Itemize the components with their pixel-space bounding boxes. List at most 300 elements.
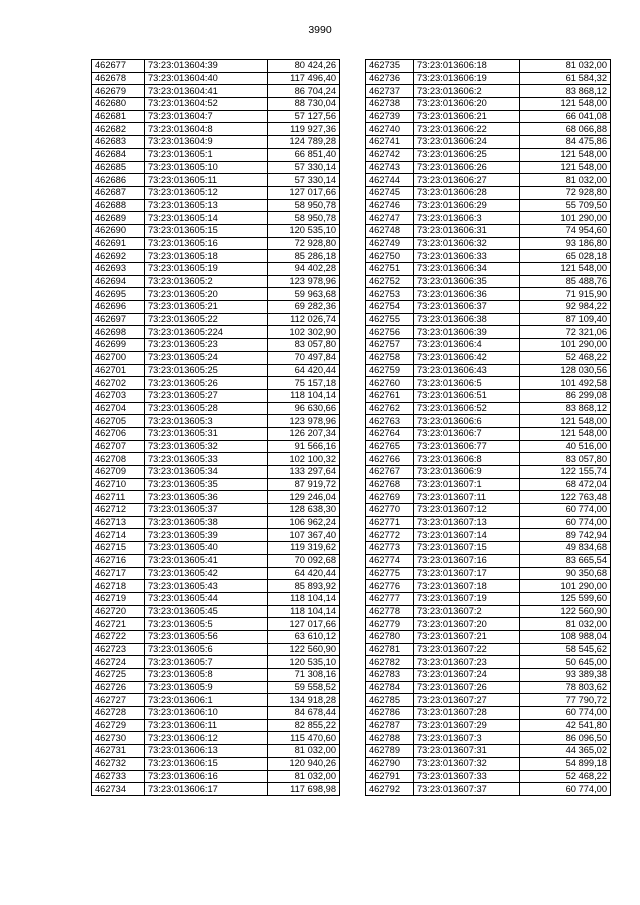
row-id-cell: 462714	[92, 529, 145, 542]
row-id-cell: 462747	[366, 212, 414, 225]
table-row	[92, 681, 340, 694]
table-row	[92, 339, 340, 352]
value-cell: 57 330,14	[268, 161, 340, 174]
value-cell: 83 868,12	[520, 85, 611, 98]
table-row	[366, 263, 611, 276]
value-cell: 81 032,00	[520, 174, 611, 187]
table-row	[92, 732, 340, 745]
table-row	[366, 161, 611, 174]
table-row	[92, 466, 340, 479]
row-id-cell: 462696	[92, 301, 145, 314]
value-cell: 96 630,66	[268, 402, 340, 415]
cadastral-number-cell: 73:23:013605:40	[145, 542, 268, 555]
value-cell: 58 950,78	[268, 212, 340, 225]
cadastral-number-cell: 73:23:013606:9	[414, 466, 520, 479]
cadastral-number-cell: 73:23:013607:20	[414, 618, 520, 631]
cadastral-number-cell: 73:23:013605:13	[145, 199, 268, 212]
row-id-cell: 462777	[366, 592, 414, 605]
cadastral-number-cell: 73:23:013606:18	[414, 60, 520, 73]
table-row	[92, 199, 340, 212]
value-cell: 72 928,80	[520, 186, 611, 199]
cadastral-number-cell: 73:23:013605:44	[145, 592, 268, 605]
cadastral-number-cell: 73:23:013605:43	[145, 580, 268, 593]
table-row	[92, 630, 340, 643]
value-cell: 121 548,00	[520, 415, 611, 428]
row-id-cell: 462699	[92, 339, 145, 352]
cadastral-number-cell: 73:23:013605:56	[145, 630, 268, 643]
table-row	[92, 212, 340, 225]
table-row	[92, 618, 340, 631]
table-row	[92, 491, 340, 504]
row-id-cell: 462776	[366, 580, 414, 593]
table-row	[92, 263, 340, 276]
value-cell: 52 468,22	[520, 351, 611, 364]
value-cell: 108 988,04	[520, 630, 611, 643]
value-cell: 80 424,26	[268, 60, 340, 73]
row-id-cell: 462775	[366, 567, 414, 580]
table-row	[366, 745, 611, 758]
row-id-cell: 462713	[92, 516, 145, 529]
table-row	[366, 681, 611, 694]
cadastral-number-cell: 73:23:013605:26	[145, 377, 268, 390]
row-id-cell: 462737	[366, 85, 414, 98]
row-id-cell: 462727	[92, 694, 145, 707]
cadastral-number-cell: 73:23:013605:9	[145, 681, 268, 694]
cadastral-number-cell: 73:23:013605:24	[145, 351, 268, 364]
value-cell: 101 290,00	[520, 580, 611, 593]
value-cell: 52 468,22	[520, 770, 611, 783]
cadastral-number-cell: 73:23:013605:16	[145, 237, 268, 250]
row-id-cell: 462719	[92, 592, 145, 605]
row-id-cell: 462763	[366, 415, 414, 428]
row-id-cell: 462783	[366, 669, 414, 682]
table-row	[366, 237, 611, 250]
value-cell: 83 057,80	[268, 339, 340, 352]
cadastral-number-cell: 73:23:013607:24	[414, 669, 520, 682]
value-cell: 68 472,04	[520, 478, 611, 491]
cadastral-number-cell: 73:23:013604:41	[145, 85, 268, 98]
value-cell: 61 584,32	[520, 72, 611, 85]
cadastral-number-cell: 73:23:013606:17	[145, 783, 268, 796]
cadastral-number-cell: 73:23:013605:28	[145, 402, 268, 415]
value-cell: 83 868,12	[520, 402, 611, 415]
value-cell: 42 541,80	[520, 719, 611, 732]
table-row	[366, 85, 611, 98]
value-cell: 87 109,40	[520, 313, 611, 326]
cadastral-number-cell: 73:23:013605:12	[145, 186, 268, 199]
cadastral-number-cell: 73:23:013605:23	[145, 339, 268, 352]
cadastral-number-cell: 73:23:013605:25	[145, 364, 268, 377]
value-cell: 123 978,96	[268, 275, 340, 288]
table-row	[92, 427, 340, 440]
value-cell: 57 330,14	[268, 174, 340, 187]
row-id-cell: 462784	[366, 681, 414, 694]
row-id-cell: 462756	[366, 326, 414, 339]
cadastral-number-cell: 73:23:013607:1	[414, 478, 520, 491]
cadastral-number-cell: 73:23:013607:18	[414, 580, 520, 593]
row-id-cell: 462679	[92, 85, 145, 98]
cadastral-number-cell: 73:23:013606:12	[145, 732, 268, 745]
table-row	[366, 288, 611, 301]
cadastral-number-cell: 73:23:013607:28	[414, 707, 520, 720]
cadastral-number-cell: 73:23:013606:37	[414, 301, 520, 314]
cadastral-number-cell: 73:23:013606:7	[414, 427, 520, 440]
table-row	[366, 174, 611, 187]
table-row	[92, 110, 340, 123]
row-id-cell: 462738	[366, 98, 414, 111]
row-id-cell: 462680	[92, 98, 145, 111]
row-id-cell: 462782	[366, 656, 414, 669]
value-cell: 74 954,60	[520, 224, 611, 237]
row-id-cell: 462723	[92, 643, 145, 656]
table-row	[92, 783, 340, 796]
value-cell: 129 246,04	[268, 491, 340, 504]
value-cell: 59 963,68	[268, 288, 340, 301]
value-cell: 101 492,58	[520, 377, 611, 390]
table-row	[366, 186, 611, 199]
value-cell: 65 028,18	[520, 250, 611, 263]
cadastral-number-cell: 73:23:013606:16	[145, 770, 268, 783]
row-id-cell: 462772	[366, 529, 414, 542]
row-id-cell: 462681	[92, 110, 145, 123]
cadastral-number-cell: 73:23:013606:15	[145, 757, 268, 770]
table-row	[366, 60, 611, 73]
row-id-cell: 462753	[366, 288, 414, 301]
value-cell: 60 774,00	[520, 783, 611, 796]
cadastral-number-cell: 73:23:013606:28	[414, 186, 520, 199]
table-row	[92, 161, 340, 174]
value-cell: 84 475,86	[520, 136, 611, 149]
table-row	[366, 351, 611, 364]
table-row	[366, 504, 611, 517]
row-id-cell: 462779	[366, 618, 414, 631]
row-id-cell: 462708	[92, 453, 145, 466]
table-row	[92, 389, 340, 402]
table-row	[92, 643, 340, 656]
value-cell: 85 286,18	[268, 250, 340, 263]
table-row	[92, 237, 340, 250]
table-row	[92, 174, 340, 187]
value-cell: 66 041,08	[520, 110, 611, 123]
table-row	[366, 491, 611, 504]
cadastral-number-cell: 73:23:013607:37	[414, 783, 520, 796]
cadastral-number-cell: 73:23:013605:10	[145, 161, 268, 174]
cadastral-number-cell: 73:23:013606:77	[414, 440, 520, 453]
cadastral-number-cell: 73:23:013605:1	[145, 148, 268, 161]
cadastral-number-cell: 73:23:013606:32	[414, 237, 520, 250]
value-cell: 85 893,92	[268, 580, 340, 593]
table-row	[366, 567, 611, 580]
table-row	[366, 402, 611, 415]
cadastral-number-cell: 73:23:013607:29	[414, 719, 520, 732]
value-cell: 44 365,02	[520, 745, 611, 758]
row-id-cell: 462770	[366, 504, 414, 517]
table-row	[366, 377, 611, 390]
table-row	[366, 466, 611, 479]
table-row	[92, 402, 340, 415]
value-cell: 84 678,44	[268, 707, 340, 720]
cadastral-number-cell: 73:23:013607:16	[414, 554, 520, 567]
value-cell: 127 017,66	[268, 618, 340, 631]
table-row	[366, 618, 611, 631]
row-id-cell: 462773	[366, 542, 414, 555]
table-row	[366, 643, 611, 656]
table-row	[92, 123, 340, 136]
cadastral-number-cell: 73:23:013606:2	[414, 85, 520, 98]
cadastral-number-cell: 73:23:013606:51	[414, 389, 520, 402]
cadastral-number-cell: 73:23:013606:5	[414, 377, 520, 390]
table-row	[92, 415, 340, 428]
row-id-cell: 462698	[92, 326, 145, 339]
row-id-cell: 462718	[92, 580, 145, 593]
table-row	[366, 516, 611, 529]
cadastral-number-cell: 73:23:013606:33	[414, 250, 520, 263]
table-row	[92, 351, 340, 364]
table-row	[92, 669, 340, 682]
value-cell: 60 774,00	[520, 516, 611, 529]
table-row	[92, 60, 340, 73]
table-row	[366, 301, 611, 314]
row-id-cell: 462788	[366, 732, 414, 745]
table-row	[92, 542, 340, 555]
value-cell: 81 032,00	[520, 60, 611, 73]
row-id-cell: 462733	[92, 770, 145, 783]
value-cell: 55 709,50	[520, 199, 611, 212]
table-row	[92, 453, 340, 466]
value-cell: 115 470,60	[268, 732, 340, 745]
table-row	[92, 98, 340, 111]
value-cell: 88 730,04	[268, 98, 340, 111]
value-cell: 120 535,10	[268, 224, 340, 237]
value-cell: 102 100,32	[268, 453, 340, 466]
row-id-cell: 462743	[366, 161, 414, 174]
value-cell: 59 558,52	[268, 681, 340, 694]
value-cell: 54 899,18	[520, 757, 611, 770]
table-row	[92, 136, 340, 149]
table-row	[92, 656, 340, 669]
value-cell: 118 104,14	[268, 592, 340, 605]
row-id-cell: 462791	[366, 770, 414, 783]
row-id-cell: 462781	[366, 643, 414, 656]
cadastral-number-cell: 73:23:013605:41	[145, 554, 268, 567]
value-cell: 122 763,48	[520, 491, 611, 504]
table-row	[92, 440, 340, 453]
cadastral-number-cell: 73:23:013606:21	[414, 110, 520, 123]
value-cell: 127 017,66	[268, 186, 340, 199]
cadastral-number-cell: 73:23:013604:9	[145, 136, 268, 149]
value-cell: 101 290,00	[520, 339, 611, 352]
value-cell: 120 535,10	[268, 656, 340, 669]
value-cell: 71 308,16	[268, 669, 340, 682]
row-id-cell: 462749	[366, 237, 414, 250]
row-id-cell: 462706	[92, 427, 145, 440]
value-cell: 60 774,00	[520, 504, 611, 517]
value-cell: 71 915,90	[520, 288, 611, 301]
value-cell: 81 032,00	[520, 618, 611, 631]
table-row	[366, 732, 611, 745]
cadastral-number-cell: 73:23:013606:34	[414, 263, 520, 276]
value-cell: 70 092,68	[268, 554, 340, 567]
cadastral-number-cell: 73:23:013605:32	[145, 440, 268, 453]
cadastral-number-cell: 73:23:013604:7	[145, 110, 268, 123]
row-id-cell: 462741	[366, 136, 414, 149]
row-id-cell: 462691	[92, 237, 145, 250]
table-row	[92, 694, 340, 707]
row-id-cell: 462722	[92, 630, 145, 643]
cadastral-number-cell: 73:23:013606:24	[414, 136, 520, 149]
table-row	[92, 148, 340, 161]
row-id-cell: 462769	[366, 491, 414, 504]
table-row	[92, 85, 340, 98]
cadastral-number-cell: 73:23:013606:3	[414, 212, 520, 225]
row-id-cell: 462762	[366, 402, 414, 415]
table-row	[366, 199, 611, 212]
value-cell: 122 560,90	[520, 605, 611, 618]
cadastral-number-cell: 73:23:013607:13	[414, 516, 520, 529]
table-row	[366, 212, 611, 225]
cadastral-number-cell: 73:23:013607:14	[414, 529, 520, 542]
table-row	[366, 770, 611, 783]
row-id-cell: 462746	[366, 199, 414, 212]
cadastral-number-cell: 73:23:013607:11	[414, 491, 520, 504]
row-id-cell: 462717	[92, 567, 145, 580]
row-id-cell: 462683	[92, 136, 145, 149]
cadastral-number-cell: 73:23:013605:6	[145, 643, 268, 656]
value-cell: 72 321,06	[520, 326, 611, 339]
table-row	[366, 98, 611, 111]
row-id-cell: 462764	[366, 427, 414, 440]
value-cell: 118 104,14	[268, 605, 340, 618]
value-cell: 90 350,68	[520, 567, 611, 580]
cadastral-number-cell: 73:23:013607:32	[414, 757, 520, 770]
cadastral-number-cell: 73:23:013606:25	[414, 148, 520, 161]
row-id-cell: 462711	[92, 491, 145, 504]
value-cell: 101 290,00	[520, 212, 611, 225]
value-cell: 102 302,90	[268, 326, 340, 339]
table-row	[92, 707, 340, 720]
value-cell: 128 638,30	[268, 504, 340, 517]
row-id-cell: 462735	[366, 60, 414, 73]
value-cell: 85 488,76	[520, 275, 611, 288]
row-id-cell: 462752	[366, 275, 414, 288]
table-row	[92, 301, 340, 314]
table-row	[92, 529, 340, 542]
row-id-cell: 462701	[92, 364, 145, 377]
value-cell: 117 698,98	[268, 783, 340, 796]
row-id-cell: 462688	[92, 199, 145, 212]
value-cell: 89 742,94	[520, 529, 611, 542]
cadastral-number-cell: 73:23:013605:35	[145, 478, 268, 491]
cadastral-number-cell: 73:23:013605:224	[145, 326, 268, 339]
table-row	[92, 313, 340, 326]
cadastral-number-cell: 73:23:013606:42	[414, 351, 520, 364]
value-cell: 57 127,56	[268, 110, 340, 123]
row-id-cell: 462686	[92, 174, 145, 187]
value-cell: 125 599,60	[520, 592, 611, 605]
table-row	[92, 592, 340, 605]
table-row	[366, 783, 611, 796]
value-cell: 133 297,64	[268, 466, 340, 479]
cadastral-number-cell: 73:23:013606:22	[414, 123, 520, 136]
row-id-cell: 462705	[92, 415, 145, 428]
value-cell: 50 645,00	[520, 656, 611, 669]
row-id-cell: 462786	[366, 707, 414, 720]
table-row	[366, 339, 611, 352]
row-id-cell: 462704	[92, 402, 145, 415]
cadastral-number-cell: 73:23:013607:22	[414, 643, 520, 656]
cadastral-number-cell: 73:23:013607:21	[414, 630, 520, 643]
row-id-cell: 462768	[366, 478, 414, 491]
row-id-cell: 462715	[92, 542, 145, 555]
cadastral-number-cell: 73:23:013606:29	[414, 199, 520, 212]
table-row	[92, 605, 340, 618]
value-cell: 122 560,90	[268, 643, 340, 656]
value-cell: 83 665,54	[520, 554, 611, 567]
table-row	[366, 592, 611, 605]
cadastral-number-cell: 73:23:013607:15	[414, 542, 520, 555]
table-row	[366, 630, 611, 643]
cadastral-number-cell: 73:23:013606:1	[145, 694, 268, 707]
value-cell: 91 566,16	[268, 440, 340, 453]
table-row	[366, 364, 611, 377]
cadastral-number-cell: 73:23:013604:39	[145, 60, 268, 73]
table-row	[366, 313, 611, 326]
cadastral-number-cell: 73:23:013605:7	[145, 656, 268, 669]
row-id-cell: 462702	[92, 377, 145, 390]
row-id-cell: 462724	[92, 656, 145, 669]
cadastral-number-cell: 73:23:013605:11	[145, 174, 268, 187]
cadastral-number-cell: 73:23:013606:27	[414, 174, 520, 187]
table-row	[92, 364, 340, 377]
row-id-cell: 462758	[366, 351, 414, 364]
value-cell: 123 978,96	[268, 415, 340, 428]
value-cell: 40 516,00	[520, 440, 611, 453]
value-cell: 121 548,00	[520, 161, 611, 174]
cadastral-number-cell: 73:23:013606:35	[414, 275, 520, 288]
table-row	[92, 516, 340, 529]
row-id-cell: 462736	[366, 72, 414, 85]
cadastral-number-cell: 73:23:013605:14	[145, 212, 268, 225]
row-id-cell: 462760	[366, 377, 414, 390]
row-id-cell: 462700	[92, 351, 145, 364]
table-row	[92, 770, 340, 783]
table-row	[92, 224, 340, 237]
row-id-cell: 462689	[92, 212, 145, 225]
table-row	[366, 72, 611, 85]
row-id-cell: 462726	[92, 681, 145, 694]
value-cell: 106 962,24	[268, 516, 340, 529]
cadastral-number-cell: 73:23:013607:23	[414, 656, 520, 669]
table-row	[366, 605, 611, 618]
table-row	[366, 389, 611, 402]
row-id-cell: 462730	[92, 732, 145, 745]
value-cell: 58 950,78	[268, 199, 340, 212]
page-number: 3990	[308, 24, 332, 36]
row-id-cell: 462703	[92, 389, 145, 402]
table-row	[366, 415, 611, 428]
cadastral-number-cell: 73:23:013607:3	[414, 732, 520, 745]
table-row	[366, 326, 611, 339]
value-cell: 128 030,56	[520, 364, 611, 377]
value-cell: 86 096,50	[520, 732, 611, 745]
table-row	[366, 529, 611, 542]
table-row	[92, 478, 340, 491]
row-id-cell: 462725	[92, 669, 145, 682]
row-id-cell: 462732	[92, 757, 145, 770]
value-cell: 86 299,08	[520, 389, 611, 402]
row-id-cell: 462690	[92, 224, 145, 237]
table-row	[366, 542, 611, 555]
